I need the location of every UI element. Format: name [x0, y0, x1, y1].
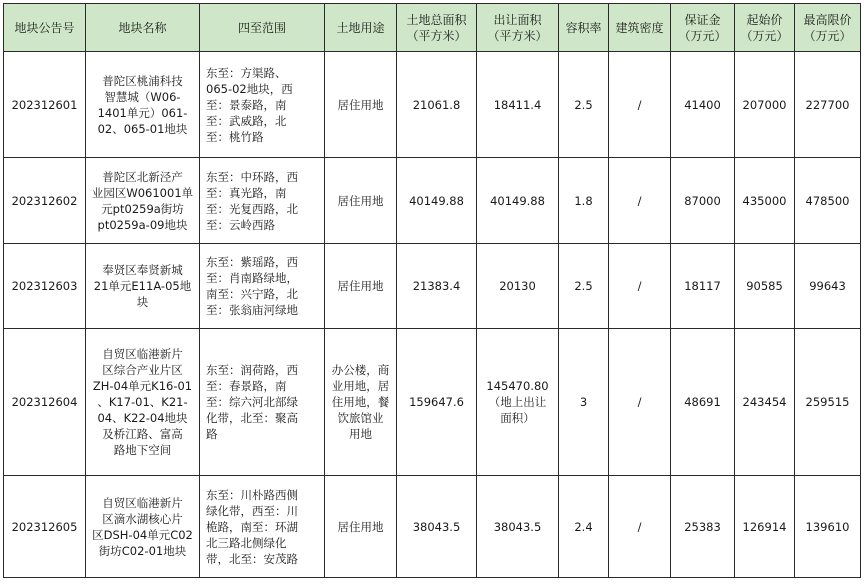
- cell-deposit: 41400: [671, 52, 735, 158]
- cell-density: /: [609, 244, 671, 329]
- cell-total-area: 40149.88: [397, 158, 477, 244]
- header-density: 建筑密度: [609, 4, 671, 52]
- cell-max-price: 227700: [795, 52, 861, 158]
- cell-plot-name: 普陀区桃浦科技 智慧城（W06- 1401单元）061- 02、065-01地块: [86, 52, 200, 158]
- cell-sale-area: 38043.5: [477, 476, 559, 578]
- cell-boundaries: 东至：方渠路、 065-02地块，西 至：景泰路，南 至：武威路，北 至：桃竹路: [200, 52, 325, 158]
- table-row: [4, 244, 861, 329]
- cell-boundaries: 东至：中环路，西 至：真光路，南 至：光复西路，北 至：云岭西路: [200, 158, 325, 244]
- cell-plot-id: 202312603: [4, 244, 86, 329]
- cell-start-price: 126914: [735, 476, 795, 578]
- cell-plot-name: 奉贤区奉贤新城 21单元E11A-05地 块: [86, 244, 200, 329]
- cell-land-use: 居住用地: [325, 158, 397, 244]
- header-row: [4, 4, 861, 52]
- cell-start-price: 90585: [735, 244, 795, 329]
- cell-start-price: 207000: [735, 52, 795, 158]
- cell-deposit: 48691: [671, 329, 735, 476]
- cell-start-price: 435000: [735, 158, 795, 244]
- cell-land-use: 居住用地: [325, 476, 397, 578]
- table-row: [4, 329, 861, 476]
- cell-total-area: 38043.5: [397, 476, 477, 578]
- cell-far: 3: [559, 329, 609, 476]
- cell-boundaries: 东至：川朴路西侧 绿化带，西至：川 桅路，南至：环湖 北三路北侧绿化 带，北至：安茂路: [200, 476, 325, 578]
- cell-sale-area: 40149.88: [477, 158, 559, 244]
- header-plot-id: 地块公告号: [4, 4, 86, 52]
- cell-deposit: 18117: [671, 244, 735, 329]
- cell-total-area: 21061.8: [397, 52, 477, 158]
- header-max-price: 最高限价 （万元）: [795, 4, 861, 52]
- cell-plot-name: 自贸区临港新片 区滴水湖核心片 区DSH-04单元C02 街坊C02-01地块: [86, 476, 200, 578]
- header-sale-area: 出让面积 （平方米）: [477, 4, 559, 52]
- cell-plot-name: 自贸区临港新片 区综合产业片区 ZH-04单元K16-01 、K17-01、K21- 04、K22-04地块 及桥江路、富高 路地下空间: [86, 329, 200, 476]
- cell-density: /: [609, 52, 671, 158]
- cell-boundaries: 东至：紫瑶路，西 至：肖南路绿地， 南至：兴宁路，北 至：张翁庙河绿地: [200, 244, 325, 329]
- header-land-use: 土地用途: [325, 4, 397, 52]
- cell-far: 1.8: [559, 158, 609, 244]
- cell-density: /: [609, 476, 671, 578]
- table-row: [4, 158, 861, 244]
- cell-sale-area: 145470.80 （地上出让 面积）: [477, 329, 559, 476]
- cell-max-price: 139610: [795, 476, 861, 578]
- land-auction-table: [3, 3, 861, 578]
- header-start-price: 起始价 （万元）: [735, 4, 795, 52]
- cell-sale-area: 20130: [477, 244, 559, 329]
- cell-max-price: 259515: [795, 329, 861, 476]
- cell-start-price: 243454: [735, 329, 795, 476]
- table-row: [4, 52, 861, 158]
- cell-deposit: 25383: [671, 476, 735, 578]
- header-boundaries: 四至范围: [200, 4, 325, 52]
- header-plot-name: 地块名称: [86, 4, 200, 52]
- cell-max-price: 478500: [795, 158, 861, 244]
- cell-plot-id: 202312604: [4, 329, 86, 476]
- header-far: 容积率: [559, 4, 609, 52]
- cell-boundaries: 东至：润荷路，西 至：春景路，南 至：综六河北部绿 化带，北至：聚高 路: [200, 329, 325, 476]
- cell-far: 2.5: [559, 244, 609, 329]
- cell-total-area: 21383.4: [397, 244, 477, 329]
- cell-density: /: [609, 158, 671, 244]
- cell-land-use: 办公楼，商 业用地，居 住用地，餐 饮旅馆业 用地: [325, 329, 397, 476]
- cell-density: /: [609, 329, 671, 476]
- cell-land-use: 居住用地: [325, 52, 397, 158]
- header-total-area: 土地总面积 （平方米）: [397, 4, 477, 52]
- cell-far: 2.4: [559, 476, 609, 578]
- cell-plot-name: 普陀区北新泾产 业园区W061001单 元pt0259a街坊 pt0259a-09地块: [86, 158, 200, 244]
- cell-max-price: 99643: [795, 244, 861, 329]
- cell-plot-id: 202312605: [4, 476, 86, 578]
- cell-far: 2.5: [559, 52, 609, 158]
- cell-plot-id: 202312601: [4, 52, 86, 158]
- table-row: [4, 476, 861, 578]
- cell-total-area: 159647.6: [397, 329, 477, 476]
- cell-deposit: 87000: [671, 158, 735, 244]
- cell-plot-id: 202312602: [4, 158, 86, 244]
- cell-land-use: 居住用地: [325, 244, 397, 329]
- cell-sale-area: 18411.4: [477, 52, 559, 158]
- header-deposit: 保证金 （万元）: [671, 4, 735, 52]
